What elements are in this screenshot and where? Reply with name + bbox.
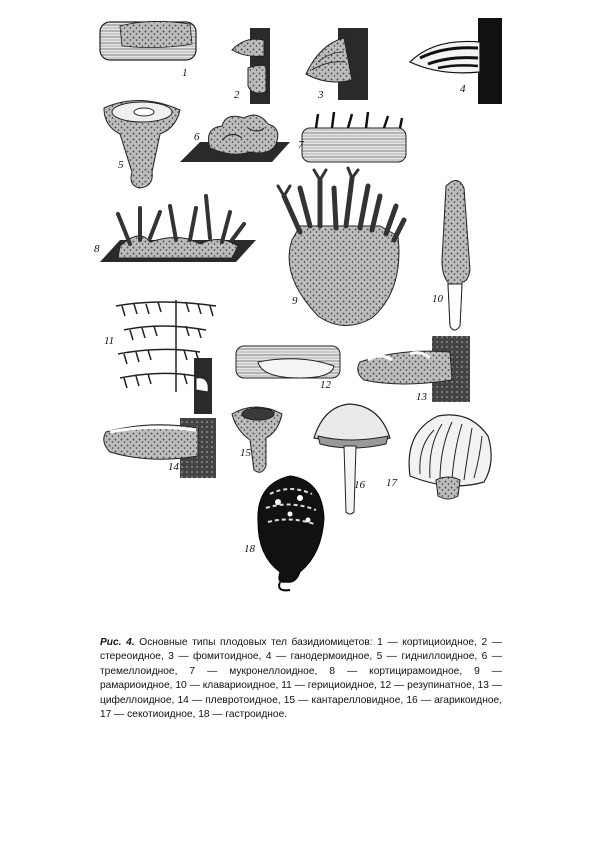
- figure-label-7: 7: [298, 139, 304, 151]
- fruiting-body-16-agaricoid: [314, 404, 390, 514]
- figure-label-3: 3: [318, 89, 324, 101]
- figure-label-6: 6: [194, 131, 200, 143]
- figure-label-11: 11: [104, 335, 115, 347]
- fruiting-body-12-resupinate: [236, 346, 340, 378]
- fruiting-body-18-gastroid: [258, 476, 324, 590]
- fruiting-body-17-secotioid: [409, 415, 491, 499]
- figure-label-2: 2: [234, 89, 240, 101]
- fruiting-body-10-clavarioid: [442, 180, 470, 330]
- figure-label-15: 15: [240, 447, 251, 459]
- figure-label-10: 10: [432, 293, 443, 305]
- fruiting-body-14-pleurotoid: [104, 418, 216, 478]
- fruiting-body-8-corticiramoid: [100, 196, 256, 262]
- fruiting-body-5-hydnelloid: [104, 100, 180, 188]
- figure-label-16: 16: [354, 479, 365, 491]
- fruiting-body-11-hericioid: [116, 300, 216, 414]
- fruiting-body-4-ganodermoid: [410, 18, 502, 104]
- figure-label-13: 13: [416, 391, 427, 403]
- fruiting-body-1-corticioid: [100, 21, 196, 60]
- figure-caption: [100, 636, 502, 722]
- figure-label-1: 1: [182, 67, 188, 79]
- figure-label-4: 4: [460, 83, 466, 95]
- caption-text: Основные типы плодовых тел базидиомицетов: 1 — кортициоидное, 2 — стереоидное, 3 — фомитоидное, 4 — ганодермоидное, 5 — гидниллоидное, 6 — тремеллоидное, 7 — мукронеллоидное, 8 — кортицирамоидное, 9 — рамариоидное, 10 — клавариоидное, 11 — герициоидное, 12 — резупинатное, 13 — цифеллоидное, 14 — плевротоидное, 15 — кантарелловидное, 16 — агарикоидное, 17 — секотиоидное, 18 — гастроидное.: [100, 637, 502, 721]
- figure-label-14: 14: [168, 461, 179, 473]
- figure-label-9: 9: [292, 295, 298, 307]
- figure-label-5: 5: [118, 159, 124, 171]
- figure-label-12: 12: [320, 379, 331, 391]
- fruiting-body-7-mucronelloid: [302, 112, 406, 162]
- figure-label-17: 17: [386, 477, 397, 489]
- figure-label-18: 18: [244, 543, 255, 555]
- fruiting-body-3-fomitoid: [306, 28, 368, 100]
- figure-label-8: 8: [94, 243, 100, 255]
- caption-lead: Рис. 4.: [100, 637, 135, 648]
- fruiting-body-15-cantharelloid: [232, 407, 282, 472]
- fruiting-body-13-cyphelloid: [358, 336, 470, 402]
